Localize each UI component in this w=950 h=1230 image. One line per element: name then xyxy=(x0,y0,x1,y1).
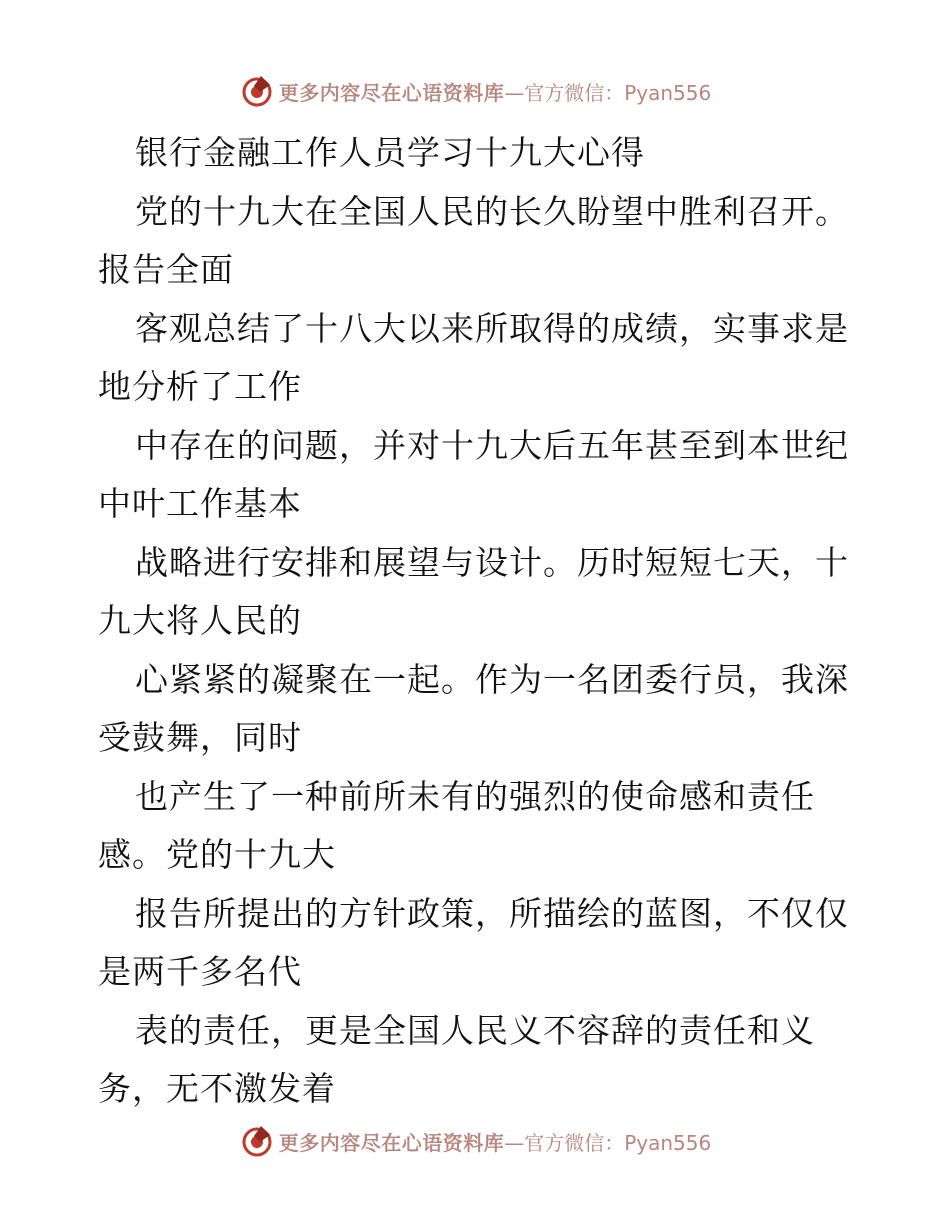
document-line: 党的十九大在全国人民的长久盼望中胜利召开。 xyxy=(135,191,849,231)
document-line: 是两千多名代 xyxy=(98,952,302,991)
document-line: 表的责任，更是全国人民义不容辞的责任和义 xyxy=(135,1010,815,1050)
watermark-text: 更多内容尽在心语资料库 xyxy=(278,80,505,105)
document-body xyxy=(98,124,858,1119)
document-line: 受鼓舞，同时 xyxy=(98,718,302,757)
document-line: 务，无不激发着 xyxy=(98,1069,336,1108)
watermark-contact: —官方微信：Pyan556 xyxy=(504,80,712,105)
pen-logo-icon xyxy=(239,1123,275,1159)
document-line: 中存在的问题，并对十九大后五年甚至到本世纪 xyxy=(135,425,849,465)
watermark-contact: —官方微信：Pyan556 xyxy=(504,1130,712,1155)
document-line: 客观总结了十八大以来所取得的成绩，实事求是 xyxy=(135,308,849,348)
document-line: 心紧紧的凝聚在一起。作为一名团委行员，我深 xyxy=(135,659,849,699)
pen-logo-icon xyxy=(239,73,275,109)
document-line: 战略进行安排和展望与设计。历时短短七天，十 xyxy=(135,542,849,582)
document-line: 地分析了工作 xyxy=(98,367,302,406)
document-line: 报告所提出的方针政策，所描绘的蓝图，不仅仅 xyxy=(135,893,849,933)
document-line: 银行金融工作人员学习十九大心得 xyxy=(135,133,645,172)
document-line: 九大将人民的 xyxy=(98,601,302,640)
header-watermark xyxy=(0,71,950,111)
document-line: 也产生了一种前所未有的强烈的使命感和责任 xyxy=(135,776,815,816)
watermark-text: 更多内容尽在心语资料库 xyxy=(278,1130,505,1155)
document-line: 感。党的十九大 xyxy=(98,835,336,874)
footer-watermark xyxy=(0,1121,950,1161)
document-line: 中叶工作基本 xyxy=(98,484,302,523)
document-line: 报告全面 xyxy=(98,250,234,289)
